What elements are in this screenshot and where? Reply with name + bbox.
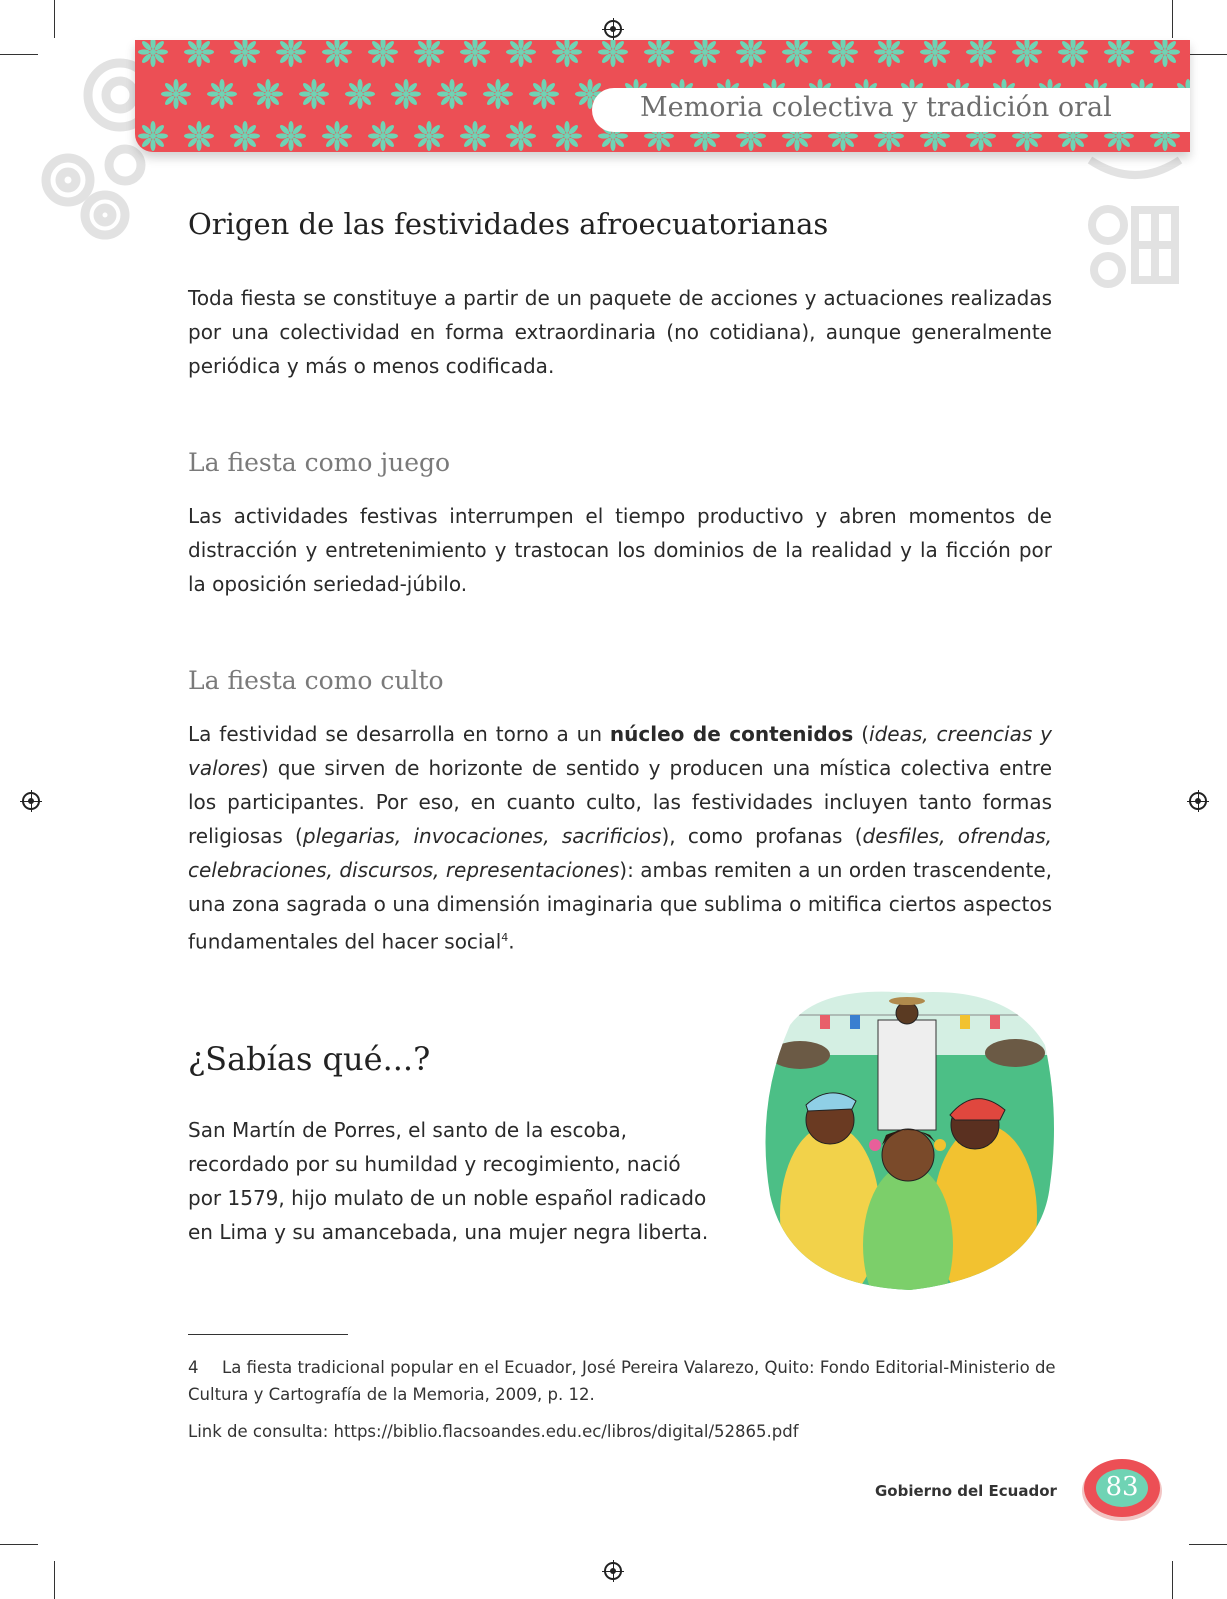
crop-mark <box>1189 1544 1227 1545</box>
banner-flower-icon <box>828 40 858 67</box>
banner-flower-icon <box>736 40 766 67</box>
intro-paragraph: Toda fiesta se constituye a partir de un paquete de acciones y actuaciones realizadas por una colectividad en forma extraordinaria (no cotidiana), aunque generalmente periódica y más o menos codificada. <box>188 286 1052 378</box>
banner-flower-icon <box>690 40 720 67</box>
banner-flower-icon <box>552 121 582 151</box>
banner-flower-icon <box>1058 40 1088 67</box>
registration-mark-icon <box>604 20 622 38</box>
banner-flower-icon <box>506 121 536 151</box>
banner-flower-icon <box>920 40 950 67</box>
banner-flower-icon <box>414 121 444 151</box>
banner-flower-icon <box>966 40 996 67</box>
banner-flower-icon <box>138 40 168 67</box>
banner-flower-icon <box>230 121 260 151</box>
footnote-ref[interactable]: 4 <box>501 931 509 944</box>
banner-flower-icon <box>184 121 214 151</box>
crop-mark <box>54 1561 55 1599</box>
banner-flower-icon <box>552 40 582 67</box>
banner-flower-icon <box>414 40 444 67</box>
footnote-link[interactable]: Link de consulta: https://biblio.flacsoandes.edu.ec/libros/digital/52865.pdf <box>188 1422 799 1441</box>
geometric-ornament-icon <box>1080 150 1190 300</box>
publisher-label: Gobierno del Ecuador <box>875 1482 1057 1500</box>
banner-flower-icon <box>368 121 398 151</box>
banner-flower-icon <box>161 79 191 109</box>
crop-mark <box>54 0 55 38</box>
crop-mark <box>1172 1561 1173 1599</box>
culto-paragraph: La festividad se desarrolla en torno a un núcleo de contenidos (ideas, creencias y valores) que sirven de horizonte de sentido y producen una mística colectiva entre los participantes. Por eso, en cuanto culto, las festividades incluyen tanto formas religiosas (plegarias, invocaciones, sacrificios), como profanas (desfiles, ofrendas, celebraciones, discursos, representaciones): ambas remiten a un orden trascendente, una zona sagrada o una dimensión imaginaria que sublima o mitifica ciertos aspectos fundamentales del hacer social$^4$. <box>188 722 1053 954</box>
spiral-ornament-icon <box>40 40 150 250</box>
banner-flower-icon <box>276 121 306 151</box>
festival-people-illustration <box>760 985 1055 1295</box>
crop-mark <box>0 1544 38 1545</box>
footnote-divider <box>188 1334 348 1335</box>
banner-flower-icon <box>184 40 214 67</box>
banner-flower-icon <box>460 121 490 151</box>
banner-flower-icon <box>299 79 329 109</box>
footnote-text: 4 La fiesta tradicional popular en el Ecuador, José Pereira Valarezo, Quito: Fondo Editorial-Ministerio de Cultura y Cartografía de la Memoria, 2009, p. 12. <box>188 1354 1058 1408</box>
banner-flower-icon <box>644 40 674 67</box>
banner-flower-icon <box>230 40 260 67</box>
banner-flower-icon <box>782 40 812 67</box>
banner-flower-icon <box>529 79 559 109</box>
banner-flower-icon <box>1012 40 1042 67</box>
juego-paragraph: Las actividades festivas interrumpen el tiempo productivo y abren momentos de distracción y entretenimiento y trastocan los dominios de la realidad y la ficción por la oposición seriedad-júbilo. <box>188 504 1052 596</box>
banner-flower-icon <box>391 79 421 109</box>
subheading-culto: La fiesta como culto <box>188 666 444 695</box>
subheading-juego: La fiesta como juego <box>188 448 451 477</box>
banner-flower-icon <box>368 40 398 67</box>
section-title: Memoria colectiva y tradición oral <box>640 92 1112 123</box>
crop-mark <box>1172 0 1173 38</box>
banner-flower-icon <box>138 121 168 151</box>
registration-mark-icon <box>22 792 40 810</box>
banner-flower-icon <box>207 79 237 109</box>
banner-flower-icon <box>1150 40 1180 67</box>
footnote-number: 4 <box>188 1358 199 1377</box>
crop-mark <box>0 54 38 55</box>
banner-flower-icon <box>322 40 352 67</box>
page-number: 83 <box>1105 1472 1139 1502</box>
banner-flower-icon <box>1104 40 1134 67</box>
banner-flower-icon <box>322 121 352 151</box>
banner-flower-icon <box>276 40 306 67</box>
banner-flower-icon <box>598 40 628 67</box>
sabias-paragraph: San Martín de Porres, el santo de la escoba, recordado por su humildad y recogimiento, nació por 1579, hijo mulato de un noble español radicado en Lima y su amancebada, una mujer negra liberta. <box>188 1118 709 1244</box>
banner-flower-icon <box>253 79 283 109</box>
bold-term: núcleo de contenidos <box>609 722 854 746</box>
banner-flower-icon <box>874 40 904 67</box>
banner-flower-icon <box>437 79 467 109</box>
banner-flower-icon <box>506 40 536 67</box>
crop-mark <box>1189 54 1227 55</box>
page-title: Origen de las festividades afroecuatorianas <box>188 207 829 241</box>
banner-flower-icon <box>483 79 513 109</box>
banner-flower-icon <box>345 79 375 109</box>
sabias-heading: ¿Sabías qué...? <box>188 1040 431 1078</box>
banner-flower-icon <box>460 40 490 67</box>
registration-mark-icon <box>1189 792 1207 810</box>
registration-mark-icon <box>604 1562 622 1580</box>
